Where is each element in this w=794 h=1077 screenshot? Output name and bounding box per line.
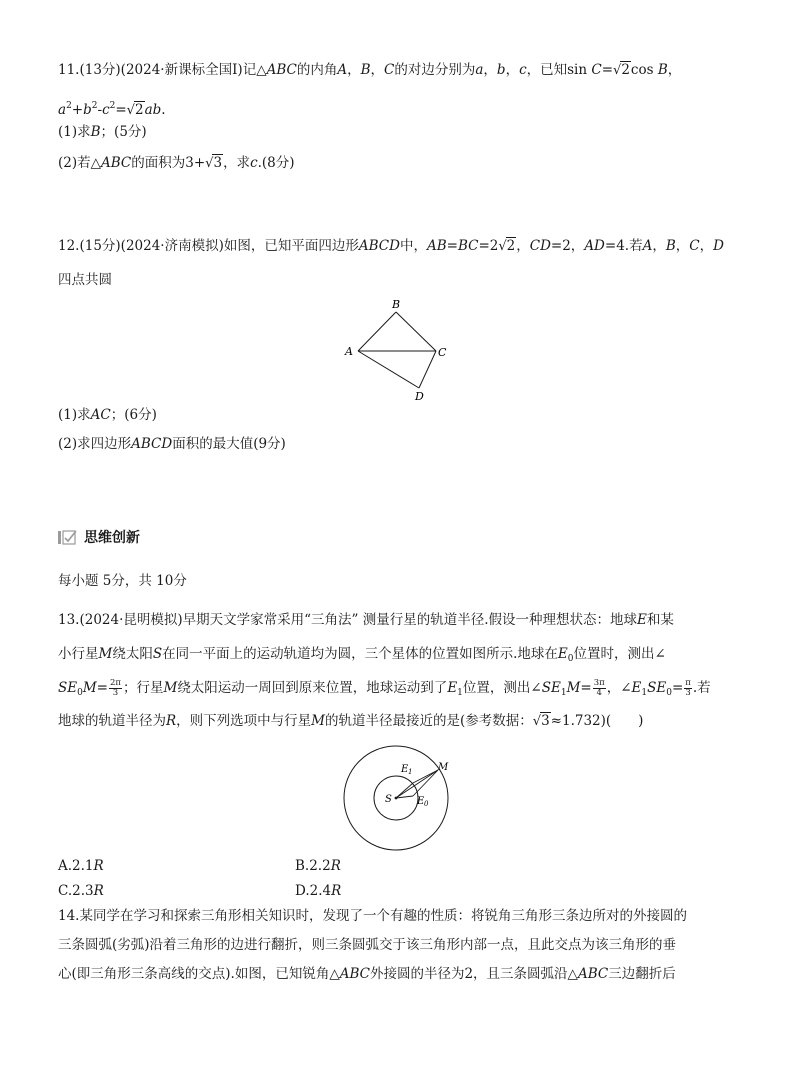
fig12-label-c: C [438, 346, 447, 359]
q12-line2: 四点共圆 [58, 272, 112, 288]
q13-line2: 小行星M绕太阳S在同一平面上的运动轨道均为圆，三个星体的位置如图所示.地球在$E_0$位置时，测出∠ [58, 646, 666, 664]
fig13-label-e1-sub: 1 [408, 768, 413, 776]
fig12-label-b: B [392, 298, 401, 311]
fig12-label-d: D [415, 390, 424, 402]
fig12-label-a: A [345, 345, 353, 358]
q11-part1: (1)求B；(5分) [58, 124, 147, 140]
q11-line2: $a^2+b^2-c^2=√2ab$. [58, 101, 166, 118]
section-header [58, 527, 140, 547]
fig13-label-m: M [438, 762, 449, 773]
section-title: 思维创新 [84, 530, 140, 546]
q11-line1: 11.(13分)(2024·新课标全国Ⅰ)记△ABC的内角A，B，C的对边分别为a，b，c，已知sin C=√2cos B， [58, 62, 682, 78]
option-c: C.2.3R [58, 883, 104, 899]
q12-figure [340, 296, 460, 402]
q14-line2: 三条圆弧(劣弧)沿着三角形的边进行翻折，则三条圆弧交于该三角形内部一点，且此交点为该三角形的垂 [58, 937, 677, 953]
check-box-icon [58, 529, 78, 545]
q13-line3: $SE_0M=$ $\frac{2\pi}{3}$ ；行星M绕太阳运动一周回到原来位置，地球运动到了$E_1$位置，测出$\angle SE_1M=$ $\frac{3\pi}{4}$ ，$\angle E_1SE_0=$ $\frac{\pi}{3}$ .若 [58, 678, 711, 698]
q12-part1: (1)求AC；(6分) [58, 407, 157, 423]
q13-line1: 13.(2024·昆明模拟)早期天文学家常采用“三角法” 测量行星的轨道半径.假设一种理想状态：地球E和某 [58, 612, 674, 628]
fig13-label-e1: E [401, 764, 409, 775]
q11-part2: (2)若△ABC的面积为3+√3，求c.(8分) [58, 155, 295, 171]
q13-line4: 地球的轨道半径为R，则下列选项中与行星M的轨道半径最接近的是(参考数据：√3≈1.732)( ) [58, 713, 644, 729]
option-b: B.2.2R [295, 858, 341, 874]
q14-line3: 心(即三角形三条高线的交点).如图，已知锐角△ABC外接圆的半径为2，且三条圆弧沿△ABC三边翻折后 [58, 966, 676, 982]
q14-line1: 14.某同学在学习和探索三角形相关知识时，发现了一个有趣的性质：将锐角三角形三条边所对的外接圆的 [58, 908, 687, 924]
section-subtitle: 每小题 5分，共 10分 [58, 573, 187, 589]
q13-figure [340, 742, 452, 854]
option-d: D.2.4R [295, 883, 342, 899]
q12-part2: (2)求四边形ABCD面积的最大值(9分) [58, 436, 286, 452]
fig13-label-e0-sub: 0 [424, 800, 429, 808]
fig13-label-e0: E [417, 796, 425, 807]
q12-line1: 12.(15分)(2024·济南模拟)如图，已知平面四边形ABCD中，AB=BC=2√2，CD=2，AD=4.若A，B，C，D [58, 238, 724, 254]
option-a: A.2.1R [58, 858, 104, 874]
fig13-label-s: S [385, 794, 392, 805]
